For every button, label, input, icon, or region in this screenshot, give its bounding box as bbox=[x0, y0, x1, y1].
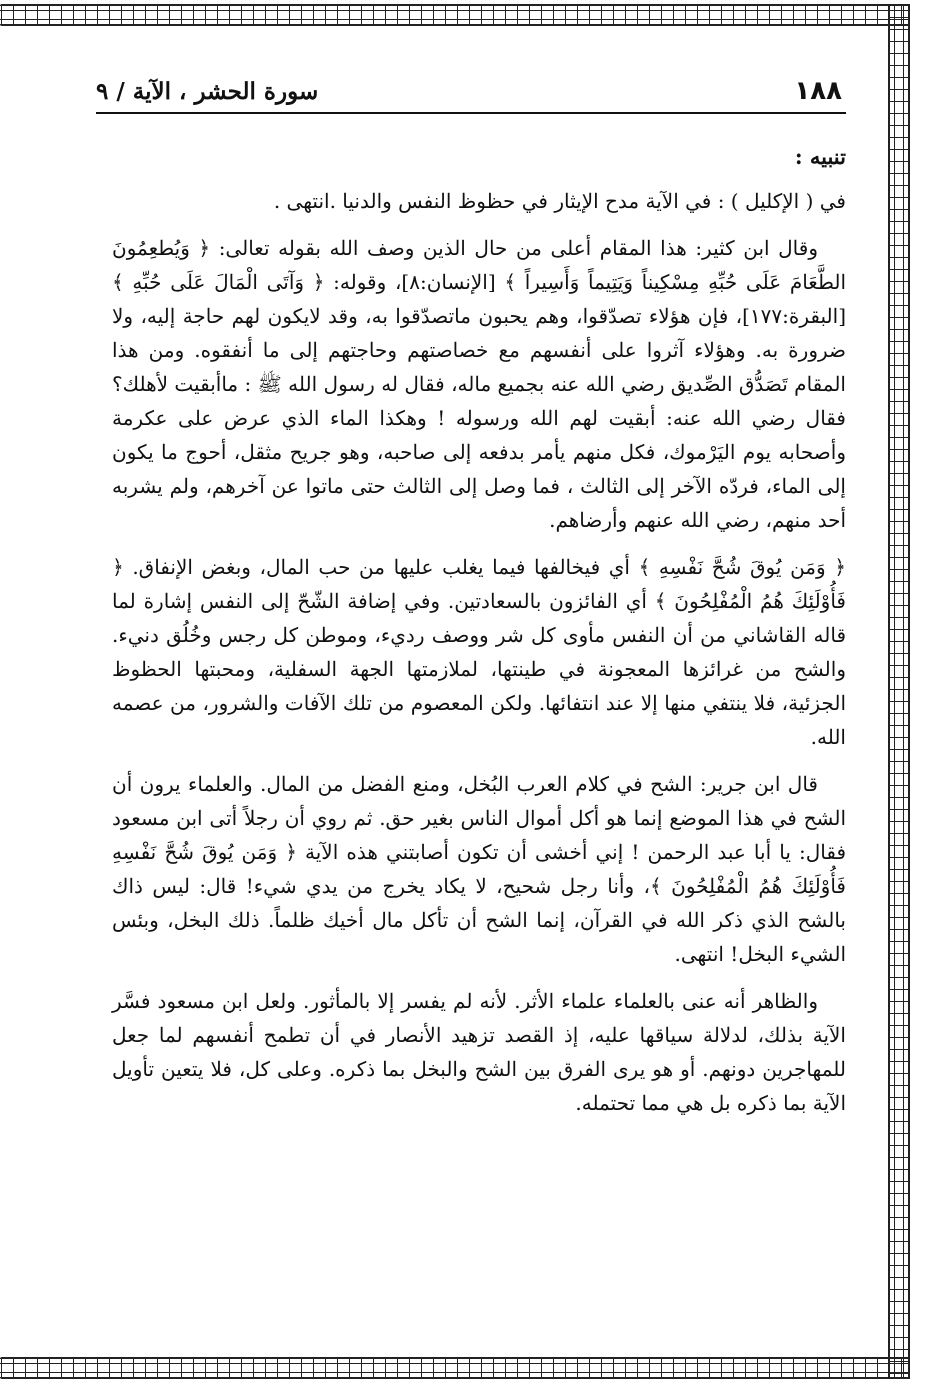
ornamental-border-bottom bbox=[0, 1357, 910, 1379]
page-number: ١٨٨ bbox=[794, 76, 842, 106]
ornamental-border-top bbox=[0, 4, 910, 26]
paragraph-ibn-jarir: قال ابن جرير: الشح في كلام العرب البُخل، ومنع الفضل من المال. والعلماء يرون أن الشح في هذا الموضع إنما هو أكل أموال الناس بغير حق. ثم روي أن رجلاً أتى ابن مسعود فقال: يا أبا عبد الرحمن ! إني أخشى أن تكون أصابتني هذه الآية ﴿ وَمَن يُوقَ شُحَّ نَفْسِهِ فَأُوْلَئِكَ هُمُ الْمُفْلِحُونَ ﴾، وأنا رجل شحيح، لا يكاد يخرج من يدي شيء! قال: ليس ذاك بالشح الذي ذكر الله في القرآن، إنما الشح أن تأكل مال أخيك ظلماً. ذلك البخل، وبئس الشيء البخل! انتهى. bbox=[112, 772, 847, 966]
paragraph-shuh-nafs: ﴿ وَمَن يُوقَ شُحَّ نَفْسِهِ ﴾ أي فيخالفها فيما يغلب عليها من حب المال، وبغض الإنفاق. ﴿ فَأُوْلَئِكَ هُمُ الْمُفْلِحُونَ ﴾ أي الفائزون بالسعادتين. وفي إضافة الشّحّ إلى النفس إشارة لما قاله القاشاني من أن النفس مأوى كل شر ووصف رديء، وموطن كل رجس وخُلُق دنيء. والشح من غرائزها المعجونة في طينتها، لملازمتها الجهة السفلية، ومحبتها الحظوظ الجزئية، فلا ينتفي منها إلا عند انتفائها. ولكن المعصوم من تلك الآفات والشرور، من عصمه الله. bbox=[112, 555, 846, 749]
running-title: سورة الحشر ، الآية / ٩ bbox=[96, 78, 319, 105]
paragraph-iklil: في ( الإكليل ) : في الآية مدح الإيثار في حظوظ النفس والدنيا .انتهى . bbox=[273, 189, 846, 213]
paragraph-conclusion: والظاهر أنه عنى بالعلماء علماء الأثر. لأنه لم يفسر إلا بالمأثور. ولعل ابن مسعود فسَّر الآية بذلك، لدلالة سياقها عليه، إذ القصد تزهيد الأنصار في أن تطمح أنفسهم لما جعل للمهاجرين دونهم. أو هو يرى الفرق بين الشح والبخل بما ذكره. وعلى كل، فلا يتعين تأويل الآية بما ذكره بل هي مما تحتمله. bbox=[112, 989, 846, 1115]
paragraph-ibn-kathir: وقال ابن كثير: هذا المقام أعلى من حال الذين وصف الله بقوله تعالى: ﴿ وَيُطعِمُونَ الطَّعَامَ عَلَى حُبِّهِ مِسْكِيناً وَيَتِيماً وَأَسِيراً ﴾ [الإنسان:٨]، وقوله: ﴿ وَآتَى الْمَالَ عَلَى حُبِّهِ ﴾ [البقرة:١٧٧]، فإن هؤلاء تصدّقوا، وهم يحبون ماتصدّقوا به، وقد لايكون لهم حاجة إليه، ولا ضرورة به. وهؤلاء آثروا على أنفسهم مع خصاصتهم وحاجتهم إلى ما أنفقوه. ومن هذا المقام تَصَدُّق الصِّديق رضي الله عنه بجميع ماله، فقال له رسول الله ﷺ : ماأبقيت لأهلك؟ فقال رضي الله عنه: أبقيت لهم الله ورسوله ! وهكذا الماء الذي عرض على عكرمة وأصحابه يوم اليَرْموك، فكل منهم يأمر بدفعه إلى صاحبه، وهو جريح مثقل، أحوج ما يكون إلى الماء، فردّه الآخر إلى الثالث ، فما وصل إلى الثالث حتى ماتوا عن آخرهم، ولم يشربه أحد منهم، رضي الله عنهم وأرضاهم. bbox=[112, 236, 846, 532]
page-header bbox=[96, 72, 846, 114]
section-heading: تنبيه : bbox=[794, 144, 846, 169]
page-body bbox=[112, 140, 846, 1133]
ornamental-border-right bbox=[888, 4, 910, 1379]
